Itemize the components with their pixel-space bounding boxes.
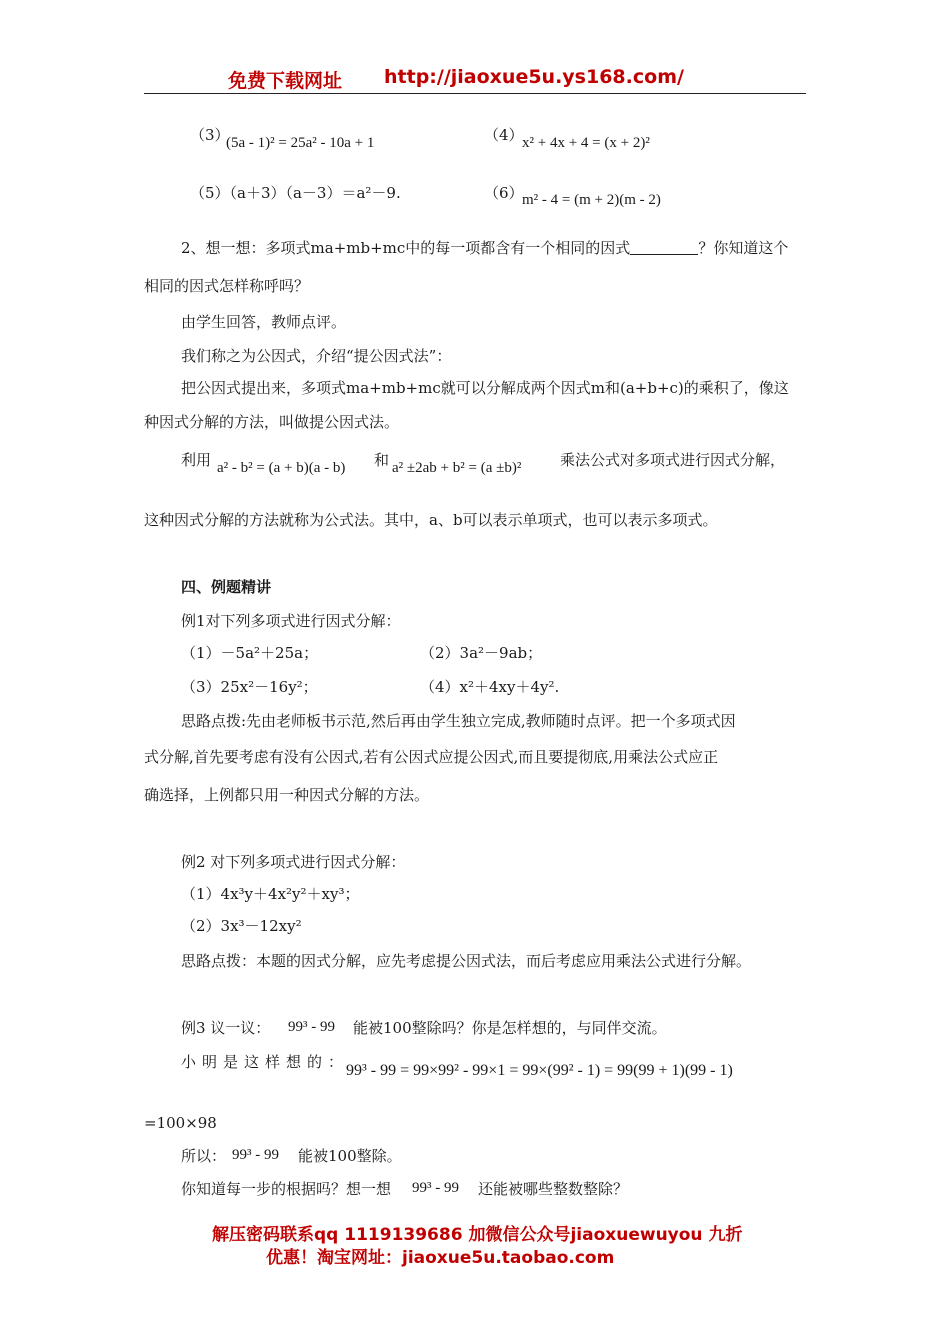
perfect-square-formula: a² ±2ab + b² = (a ±b)² [392, 460, 522, 476]
example-1-item-4: （4）x²＋4xy＋4y². [420, 678, 560, 696]
exercise-4-formula: x² + 4x + 4 = (x + 2)² [522, 135, 650, 151]
example-2-item-1: （1）4x³y＋4x²y²＋xy³； [181, 885, 360, 903]
example-3-expression: 99³ - 99 [288, 1019, 335, 1035]
think-paragraph-2: 相同的因式怎样称呼吗？ [144, 277, 310, 295]
example-3-question: 能被100整除吗？你是怎样想的，与同伴交流。 [353, 1019, 667, 1037]
example-1-title: 例1对下列多项式进行因式分解： [181, 612, 401, 630]
xiaoming-result: =100×98 [144, 1114, 217, 1132]
think-paragraph-6: 种因式分解的方法，叫做提公因式法。 [144, 413, 400, 431]
exercise-3-formula: (5a - 1)² = 25a² - 10a + 1 [226, 135, 375, 151]
final-question-lead: 你知道每一步的根据吗？想一想 [181, 1180, 392, 1198]
think-paragraph-4: 我们称之为公因式，介绍“提公因式法”： [181, 347, 452, 365]
think-text-a: 2、想一想：多项式ma+mb+mc中的每一项都含有一个相同的因式 [181, 239, 631, 257]
header-divider [144, 93, 806, 94]
footer-taobao-link[interactable]: 优惠！淘宝网址：jiaoxue5u.taobao.com [266, 1248, 615, 1268]
exercise-4-label: （4） [484, 126, 524, 144]
example-1-item-3: （3）25x²－16y²； [181, 678, 318, 696]
think-text-b: ？你知道这个 [698, 239, 789, 257]
exercise-5-formula: （a＋3）（a－3）＝a²－9. [222, 184, 401, 202]
conclusion-expression: 99³ - 99 [232, 1147, 279, 1163]
section-heading: 四、例题精讲 [181, 578, 272, 596]
think-paragraph-5: 把公因式提出来，多项式ma+mb+mc就可以分解成两个因式m和(a+b+c)的乘积了，像这 [181, 379, 789, 397]
think-paragraph-8: 这种因式分解的方法就称为公式法。其中，a、b可以表示单项式，也可以表示多项式。 [144, 511, 718, 529]
conclusion-tail: 能被100整除。 [298, 1147, 402, 1165]
exercise-3-label: （3） [190, 126, 230, 144]
example-1-item-2: （2）3a²－9ab； [420, 644, 543, 662]
think-paragraph-3: 由学生回答，教师点评。 [181, 313, 347, 331]
exercise-6-formula: m² - 4 = (m + 2)(m - 2) [522, 192, 661, 208]
exercise-5-label: （5） [190, 184, 230, 202]
conclusion-lead: 所以： [181, 1147, 227, 1165]
think-paragraph-7-tail: 乘法公式对多项式进行因式分解， [560, 451, 786, 469]
example-3-lead: 例3 议一议： [181, 1019, 271, 1037]
think-and: 和 [374, 451, 390, 469]
hint-2: 思路点拨：本题的因式分解，应先考虑提公因式法，而后考虑应用乘法公式进行分解。 [181, 952, 752, 970]
final-question-expression: 99³ - 99 [412, 1180, 459, 1196]
footer-contact: 解压密码联系qq 1119139686 加微信公众号jiaoxuewuyou 九折 [212, 1225, 743, 1245]
header-brand: 免费下载网址 [228, 70, 343, 92]
example-1-item-1: （1）－5a²＋25a； [181, 644, 319, 662]
hint-1-line-3: 确选择，上例都只用一种因式分解的方法。 [144, 786, 430, 804]
final-question-tail: 还能被哪些整数整除？ [478, 1180, 629, 1198]
exercise-6-label: （6） [484, 184, 524, 202]
think-paragraph-1 [181, 238, 788, 258]
example-2-item-2: （2）3x³－12xy² [181, 917, 302, 935]
xiaoming-label: 小明是这样想的： [181, 1053, 350, 1071]
xiaoming-derivation: 99³ - 99 = 99×99² - 99×1 = 99×(99² - 1) = 99(99 + 1)(99 - 1) [346, 1062, 733, 1079]
hint-1-line-2: 式分解,首先要考虑有没有公因式,若有公因式应提公因式,而且要提彻底,用乘法公式应正 [144, 748, 719, 766]
answer-blank [630, 240, 698, 255]
difference-of-squares-formula: a² - b² = (a + b)(a - b) [217, 460, 346, 476]
example-2-title: 例2 对下列多项式进行因式分解： [181, 853, 406, 871]
hint-1-line-1: 思路点拨:先由老师板书示范,然后再由学生独立完成,教师随时点评。把一个多项式因 [181, 712, 736, 730]
think-paragraph-7-lead: 利用 [181, 451, 212, 469]
header-url-link[interactable]: http://jiaoxue5u.ys168.com/ [384, 66, 684, 88]
